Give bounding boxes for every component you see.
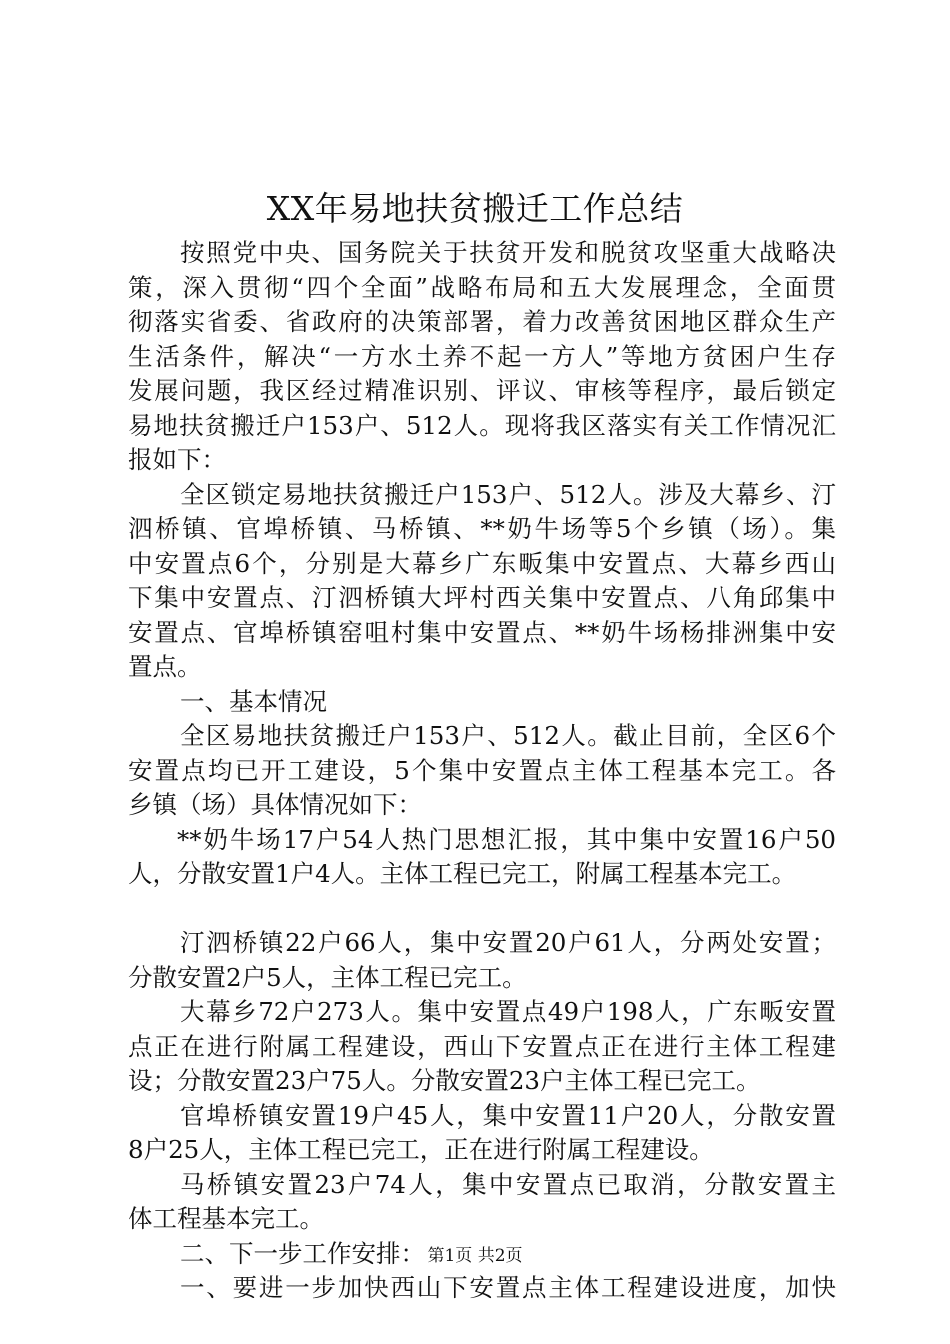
paragraph-line: **奶牛场17户54人热门思想汇报，其中集中安置16户50 xyxy=(177,824,836,854)
paragraph-line: 下集中安置点、汀泗桥镇大坪村西关集中安置点、八角邱集中 xyxy=(128,583,836,612)
paragraph-line: 点正在进行附属工程建设，西山下安置点正在进行主体工程建 xyxy=(128,1031,836,1061)
paragraph-line: 安置点、官埠桥镇窑咀村集中安置点、**奶牛场杨排洲集中安 xyxy=(128,617,836,647)
paragraph-line: 发展问题，我区经过精准识别、评议、审核等程序，最后锁定 xyxy=(128,376,836,405)
paragraph-line: 8户25人，主体工程已完工，正在进行附属工程建设。 xyxy=(128,1135,714,1164)
paragraph-line: 彻落实省委、省政府的决策部署，着力改善贫困地区群众生产 xyxy=(128,307,836,336)
paragraph-line: 汀泗桥镇22户66人，集中安置20户61人，分两处安置； xyxy=(180,928,836,957)
page-title: XX年易地扶贫搬迁工作总结 xyxy=(266,189,684,228)
section-heading: 一、基本情况 xyxy=(180,686,327,716)
paragraph-line: 易地扶贫搬迁户153户、512人。现将我区落实有关工作情况汇 xyxy=(128,410,836,440)
blank-line xyxy=(128,892,836,927)
paragraph-line: 生活条件，解决“一方水土养不起一方人”等地方贫困户生存 xyxy=(128,341,836,371)
paragraph-line: 一、要进一步加快西山下安置点主体工程建设进度，加快 xyxy=(180,1273,836,1302)
paragraph-line: 安置点均已开工建设，5个集中安置点主体工程基本完工。各 xyxy=(128,755,836,785)
paragraph-line: 全区易地扶贫搬迁户153户、512人。截止目前，全区6个 xyxy=(180,721,836,750)
paragraph-line: 大幕乡72户273人。集中安置点49户198人，广东畈安置 xyxy=(180,997,836,1026)
paragraph-line: 置点。 xyxy=(128,652,202,681)
paragraph-line: 按照党中央、国务院关于扶贫开发和脱贫攻坚重大战略决 xyxy=(180,238,836,267)
paragraph-line: 人，分散安置1户4人。主体工程已完工，附属工程基本完工。 xyxy=(128,859,797,888)
paragraph-line: 设；分散安置23户75人。分散安置23户主体工程已完工。 xyxy=(128,1066,761,1095)
paragraph-line: 乡镇（场）具体情况如下： xyxy=(128,790,422,819)
paragraph-line: 全区锁定易地扶贫搬迁户153户、512人。涉及大幕乡、汀 xyxy=(180,479,836,509)
paragraph-line: 体工程基本完工。 xyxy=(128,1204,324,1233)
document-body xyxy=(128,236,836,1306)
paragraph-line: 泗桥镇、官埠桥镇、马桥镇、**奶牛场等5个乡镇（场）。集 xyxy=(128,514,836,543)
section-heading: 二、下一步工作安排： xyxy=(180,1238,425,1268)
paragraph-line: 马桥镇安置23户74人，集中安置点已取消，分散安置主 xyxy=(180,1169,836,1199)
paragraph-line: 策，深入贯彻“四个全面”战略布局和五大发展理念，全面贯 xyxy=(128,272,836,302)
paragraph-line: 中安置点6个，分别是大幕乡广东畈集中安置点、大幕乡西山 xyxy=(128,548,836,578)
paragraph-line: 官埠桥镇安置19户45人，集中安置11户20人，分散安置 xyxy=(180,1100,836,1130)
paragraph-line: 分散安置2户5人，主体工程已完工。 xyxy=(128,962,527,992)
paragraph-line: 报如下： xyxy=(128,445,226,474)
page-number-footer: 第1页 共2页 xyxy=(427,1246,523,1266)
